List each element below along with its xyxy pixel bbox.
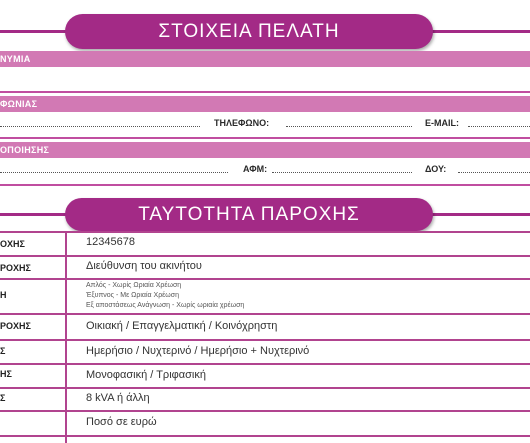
- customer-name-band: [0, 51, 530, 67]
- row-value: 8 kVA ή άλλη: [86, 392, 150, 404]
- table-row: [0, 315, 530, 339]
- table-line: [0, 435, 530, 437]
- phone-label: ΤΗΛΕΦΩΝΟ:: [214, 118, 270, 128]
- row-divider: [0, 91, 530, 93]
- customer-address-label: ΦΩΝΙΑΣ: [0, 99, 38, 109]
- row-divider: [0, 184, 530, 186]
- customer-tax-band: [0, 142, 530, 158]
- row-key: Σ: [0, 346, 6, 356]
- table-row: [0, 341, 530, 363]
- customer-contact-row: [0, 112, 530, 136]
- customer-address-band: [0, 96, 530, 112]
- customer-name-row[interactable]: [0, 67, 530, 91]
- customer-tax-label: ΟΠΟΙΗΣΗΣ: [0, 145, 50, 155]
- row-key: Σ: [0, 393, 6, 403]
- table-row: [0, 412, 530, 434]
- supply-section-title: ΤΑΥΤΟΤΗΤΑ ΠΑΡΟΧΗΣ: [65, 198, 433, 231]
- table-row: [0, 233, 530, 255]
- email-label: E-MAIL:: [425, 118, 459, 128]
- row-key: Η: [0, 290, 7, 300]
- customer-name-label: ΝΥΜΙΑ: [0, 54, 31, 64]
- email-dotted-field[interactable]: [468, 126, 530, 127]
- doy-dotted-field[interactable]: [458, 172, 530, 173]
- doy-label: ΔΟΥ:: [425, 164, 447, 174]
- customer-section-title: ΣΤΟΙΧΕΙΑ ΠΕΛΑΤΗ: [65, 14, 433, 49]
- meter-option-2: Έξυπνος - Με Ωριαία Χρέωση: [86, 292, 179, 299]
- row-divider: [0, 137, 530, 139]
- table-row: [0, 365, 530, 387]
- row-value: 12345678: [86, 236, 135, 248]
- meter-option-3: Εξ αποστάσεως Ανάγνωση - Χωρίς ωριαία χρέωση: [86, 302, 245, 309]
- meter-option-1: Απλός - Χωρίς Ωριαία Χρέωση: [86, 282, 182, 289]
- row-key: ΡΟΧΗΣ: [0, 263, 31, 273]
- afm-dotted-field[interactable]: [272, 172, 412, 173]
- row-value: Οικιακή / Επαγγελματική / Κοινόχρηστη: [86, 320, 278, 332]
- row-value: Μονοφασική / Τριφασική: [86, 369, 206, 381]
- table-row: [0, 257, 530, 278]
- phone-dotted-field[interactable]: [286, 126, 412, 127]
- afm-label: ΑΦΜ:: [243, 164, 268, 174]
- row-value: Διεύθυνση του ακινήτου: [86, 260, 202, 272]
- table-column-divider: [65, 231, 67, 443]
- table-row: [0, 389, 530, 410]
- table-row: [0, 280, 530, 313]
- row-key: ΗΣ: [0, 369, 12, 379]
- tax-dotted-field[interactable]: [0, 172, 228, 173]
- row-value: Ποσό σε ευρώ: [86, 416, 157, 428]
- row-value: Ημερήσιο / Νυχτερινό / Ημερήσιο + Νυχτερινό: [86, 345, 310, 357]
- address-dotted-field[interactable]: [0, 126, 200, 127]
- row-key: ΟΧΗΣ: [0, 239, 25, 249]
- row-key: ΡΟΧΗΣ: [0, 321, 31, 331]
- customer-tax-row: [0, 158, 530, 182]
